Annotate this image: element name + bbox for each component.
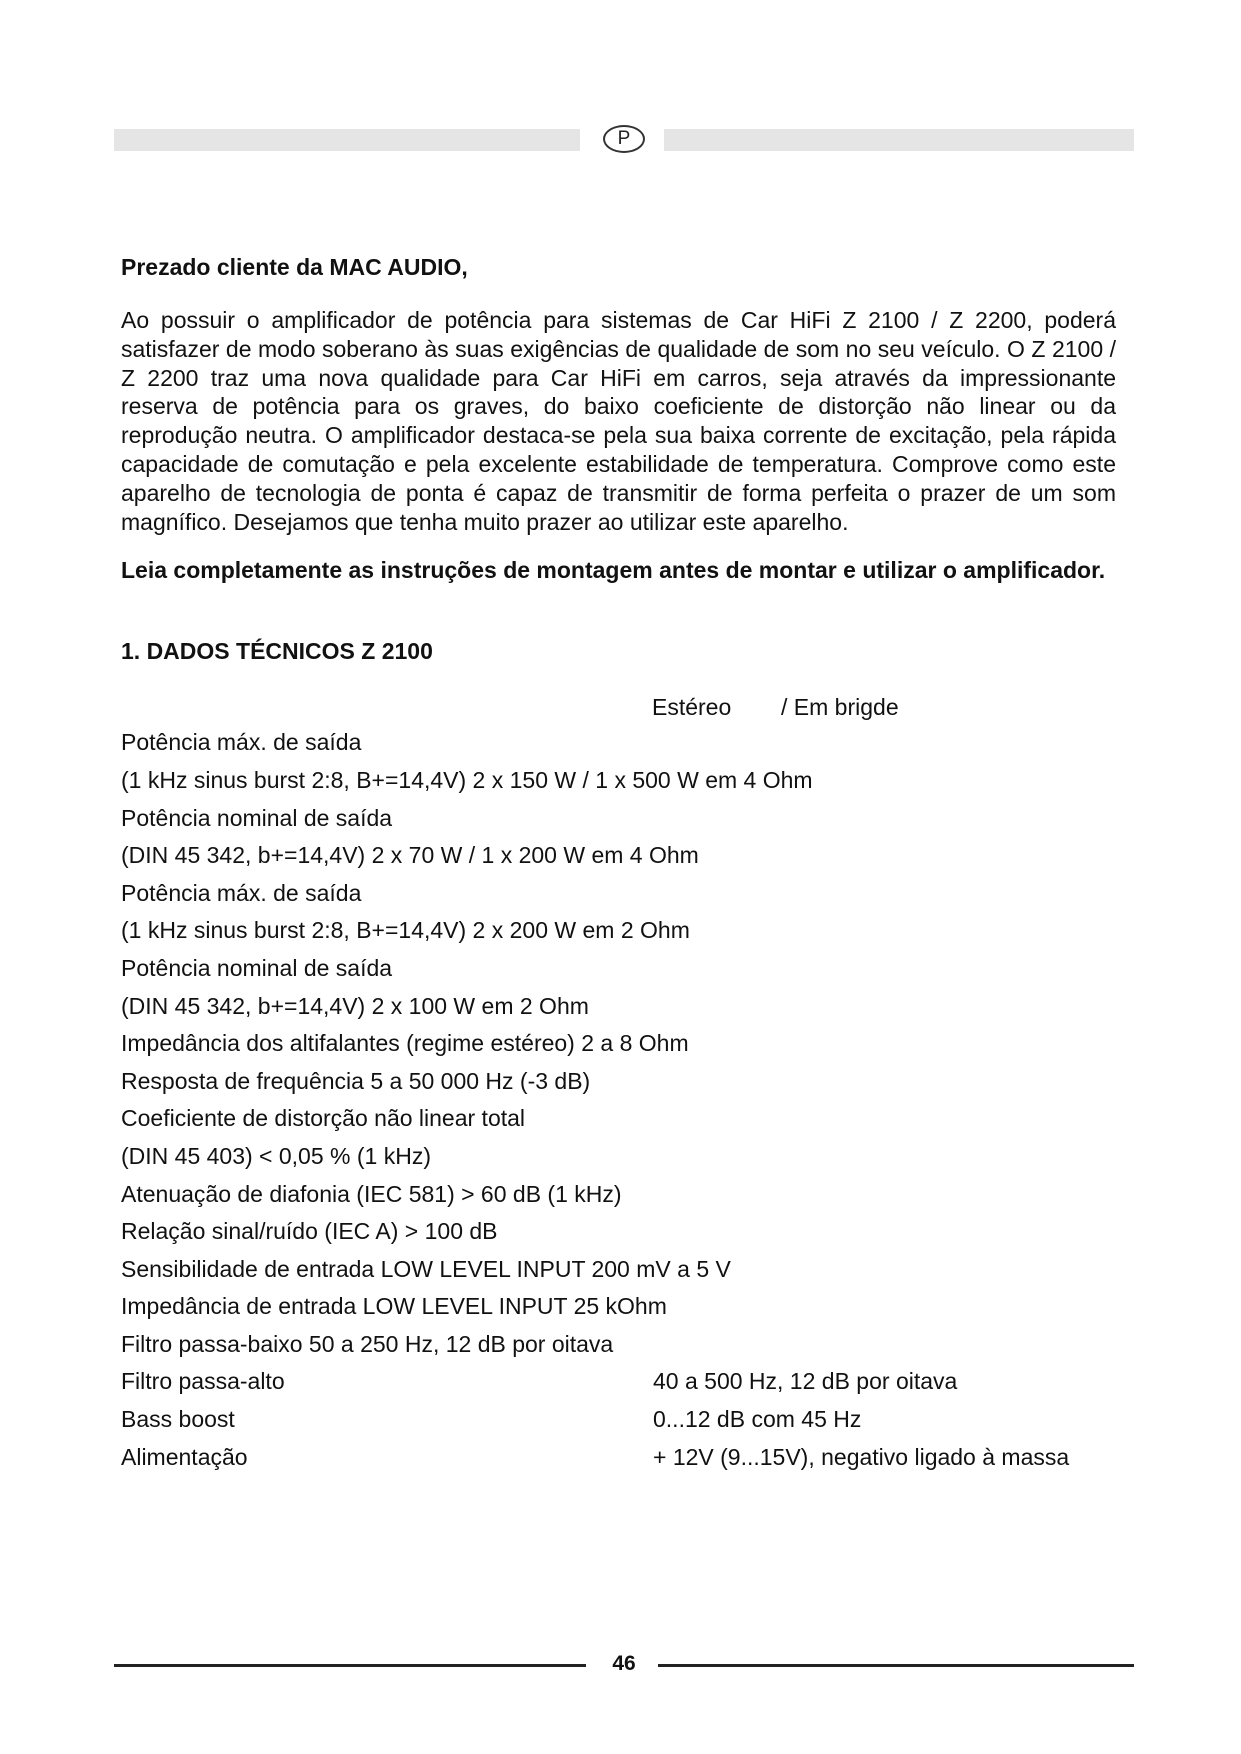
spec-line: Coeficiente de distorção não linear total (121, 1105, 526, 1132)
spec-label: Alimentação (121, 1443, 248, 1470)
spec-label: Bass boost (121, 1406, 235, 1433)
spec-line-two-col (121, 1363, 1121, 1401)
spec-line-two-col (121, 1401, 1121, 1439)
header-bar-left (114, 129, 580, 151)
spec-line: Potência máx. de saída (121, 879, 362, 906)
footer-rule-right (658, 1664, 1134, 1667)
page-content (121, 252, 1121, 1476)
spec-line: Potência nominal de saída (121, 954, 393, 981)
spec-line: Resposta de frequência 5 a 50 000 Hz (-3 dB) (121, 1067, 591, 1094)
spec-line: (DIN 45 342, b+=14,4V) 2 x 70 W / 1 x 200 W em 4 Ohm (121, 842, 699, 869)
spec-line: Impedância dos altifalantes (regime estéreo) 2 a 8 Ohm (121, 1030, 689, 1057)
spec-line: Potência nominal de saída (121, 804, 393, 831)
spec-value: 0...12 dB com 45 Hz (653, 1406, 862, 1433)
page-number: 46 (612, 1652, 636, 1675)
spec-line: Atenuação de diafonia (IEC 581) > 60 dB (1 kHz) (121, 1180, 622, 1207)
col-bridge-label: / Em brigde (781, 694, 899, 721)
spec-line: (DIN 45 403) < 0,05 % (1 kHz) (121, 1142, 431, 1169)
header-bar-right (664, 129, 1134, 151)
spec-line: (1 kHz sinus burst 2:8, B+=14,4V) 2 x 150 W / 1 x 500 W em 4 Ohm (121, 766, 813, 793)
language-badge: P (603, 125, 645, 153)
spec-line: (1 kHz sinus burst 2:8, B+=14,4V) 2 x 200 W em 2 Ohm (121, 917, 690, 944)
spec-line: Relação sinal/ruído (IEC A) > 100 dB (121, 1218, 498, 1245)
spec-line: (DIN 45 342, b+=14,4V) 2 x 100 W em 2 Ohm (121, 992, 589, 1019)
spec-line-two-col (121, 1439, 1121, 1477)
spec-value: 40 a 500 Hz, 12 dB por oitava (653, 1368, 958, 1395)
intro-paragraph: Ao possuir o amplificador de potência para sistemas de Car HiFi Z 2100 / Z 2200, poderá satisfazer de modo soberano às suas exigências de qualidade de som no seu veículo. O Z 2100 / Z 2200 traz uma nova qualidade para Car HiFi em carros, seja através da impressionante reserva de potência para os graves, do baixo coeficiente de distorção não linear ou da reprodução neutra. O amplificador destaca-se pela sua baixa corrente de excitação, pela rápida capacidade de comutação e pela excelente estabilidade de temperatura. Comprove como este aparelho de tecnologia de ponta é capaz de transmitir de forma perfeita o prazer de um som magnífico. Desejamos que tenha muito prazer ao utilizar este aparelho. (121, 307, 1116, 535)
col-stereo-label: Estéreo (652, 694, 732, 721)
warning-paragraph: Leia completamente as instruções de montagem antes de montar e utilizar o amplificador. (121, 557, 1106, 584)
spec-value: + 12V (9...15V), negativo ligado à massa (653, 1443, 1070, 1470)
spec-line: Filtro passa-baixo 50 a 250 Hz, 12 dB por oitava (121, 1330, 614, 1357)
footer-rule-left (114, 1664, 586, 1667)
spec-line: Sensibilidade de entrada LOW LEVEL INPUT 200 mV a 5 V (121, 1255, 731, 1282)
spec-line: Potência máx. de saída (121, 729, 362, 756)
spec-label: Filtro passa-alto (121, 1368, 285, 1395)
greeting: Prezado cliente da MAC AUDIO, (121, 254, 468, 280)
spec-list (121, 724, 1121, 1476)
section-title: 1. DADOS TÉCNICOS Z 2100 (121, 638, 433, 665)
spec-line: Impedância de entrada LOW LEVEL INPUT 25 kOhm (121, 1293, 667, 1320)
spec-column-header (121, 690, 1121, 724)
